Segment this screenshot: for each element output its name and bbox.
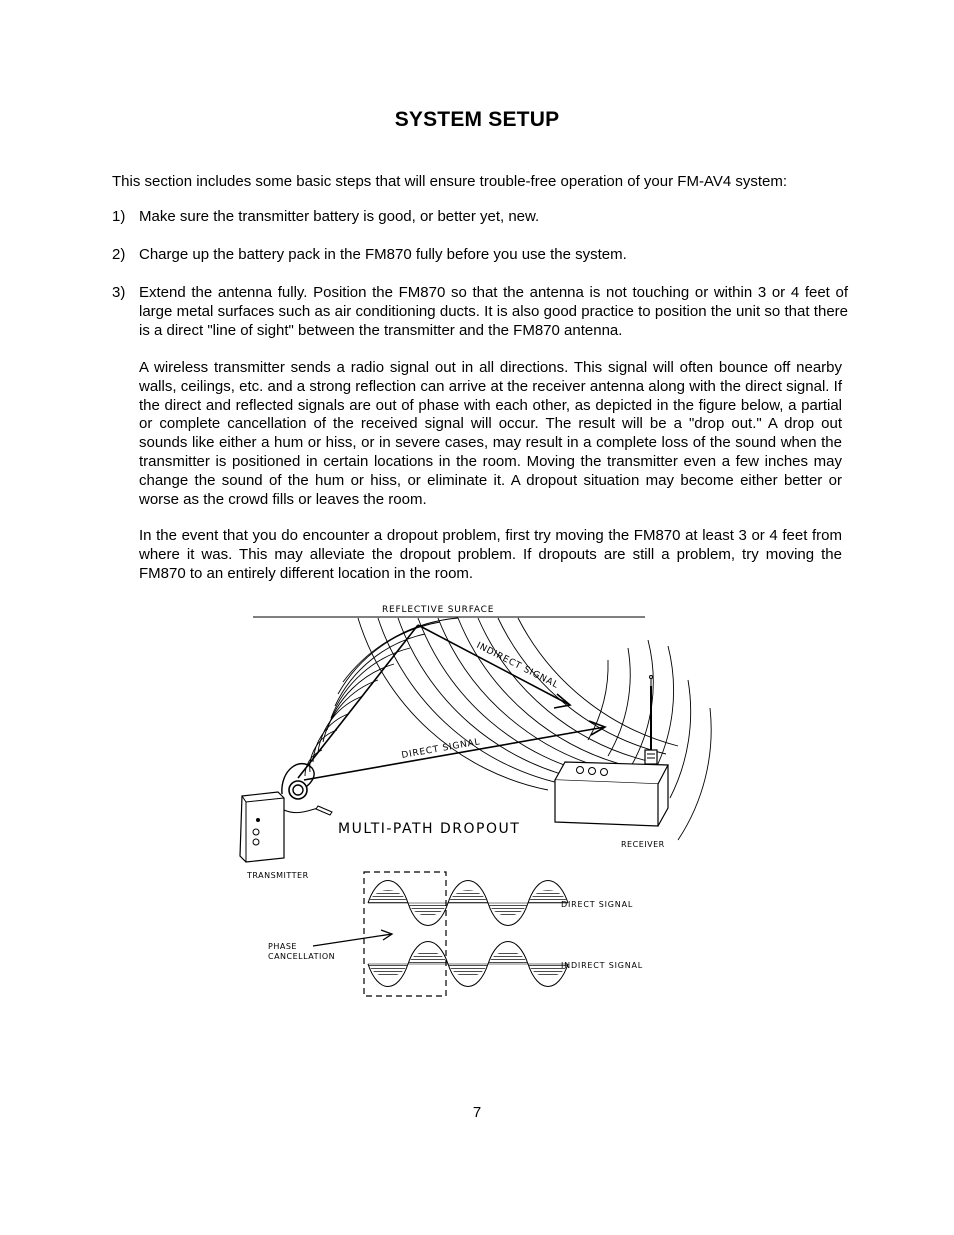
step-text: Make sure the transmitter battery is good, or better yet, new. [139,208,540,225]
intro-text: This section includes some basic steps that will ensure trouble-free operation of your FM-AV4 system: [112,173,788,190]
step-number: 2) [112,246,126,263]
receiver-icon [555,676,668,827]
step-text: Extend the antenna fully. Position the FM870 so that the antenna is not touching or within 3 or 4 feet of large metal surfaces such as air conditioning ducts. It is also good practice to position the unit so that there is a direct "line of sight" between the transmitter and the FM870 antenna. [139,284,848,339]
page-title: SYSTEM SETUP [394,108,560,131]
transmitter-label: TRANSMITTER [247,871,309,880]
figure-title: MULTI-PATH DROPOUT [338,821,521,837]
receiver-label: RECEIVER [621,840,665,849]
indirect-signal-path-label: INDIRECT SIGNAL [474,640,561,691]
phase-label: PHASE [268,942,297,951]
direct-signal-wave [368,881,568,926]
step-number: 3) [112,284,126,301]
cancellation-label: CANCELLATION [268,952,336,961]
step-number: 1) [112,208,126,225]
multipath-figure [200,590,720,1010]
indirect-signal-label: INDIRECT SIGNAL [561,961,644,970]
direct-signal-label: DIRECT SIGNAL [561,900,634,909]
step-text: Charge up the battery pack in the FM870 fully before you use the system. [139,246,627,263]
phase-arrow [313,930,392,946]
direct-signal-path-label: DIRECT SIGNAL [400,737,482,761]
phase-cancellation-box [364,872,446,996]
body-paragraph: In the event that you do encounter a dropout problem, first try moving the FM870 at least 3 or 4 feet from where it was. This may alleviate the dropout problem. If dropouts are still a problem, try moving the FM870 to an entirely different location in the room. [139,527,842,582]
reflective-surface-label: REFLECTIVE SURFACE [382,605,495,615]
multipath-diagram [200,590,720,1010]
transmitter-icon [240,764,332,862]
body-paragraph: A wireless transmitter sends a radio signal out in all directions. This signal will often bounce off nearby walls, ceilings, etc. and a strong reflection can arrive at the receiver antenna along with the direct signal. If the direct and reflected signals are out of phase with each other, as depicted in the figure below, a partial or complete cancellation of the received signal will occur. The result will be a "drop out." A drop out sounds like either a hum or hiss, or in severe cases, may result in a complete loss of the sound when the transmitter is positioned in certain locations in the room. Moving the transmitter even a few inches may change the sound of the hum or hiss, or eliminate it. A dropout situation may become either better or worse as the crowd fills or leaves the room. [139,359,842,508]
page-number: 7 [472,1104,482,1121]
indirect-signal-wave [368,942,568,987]
